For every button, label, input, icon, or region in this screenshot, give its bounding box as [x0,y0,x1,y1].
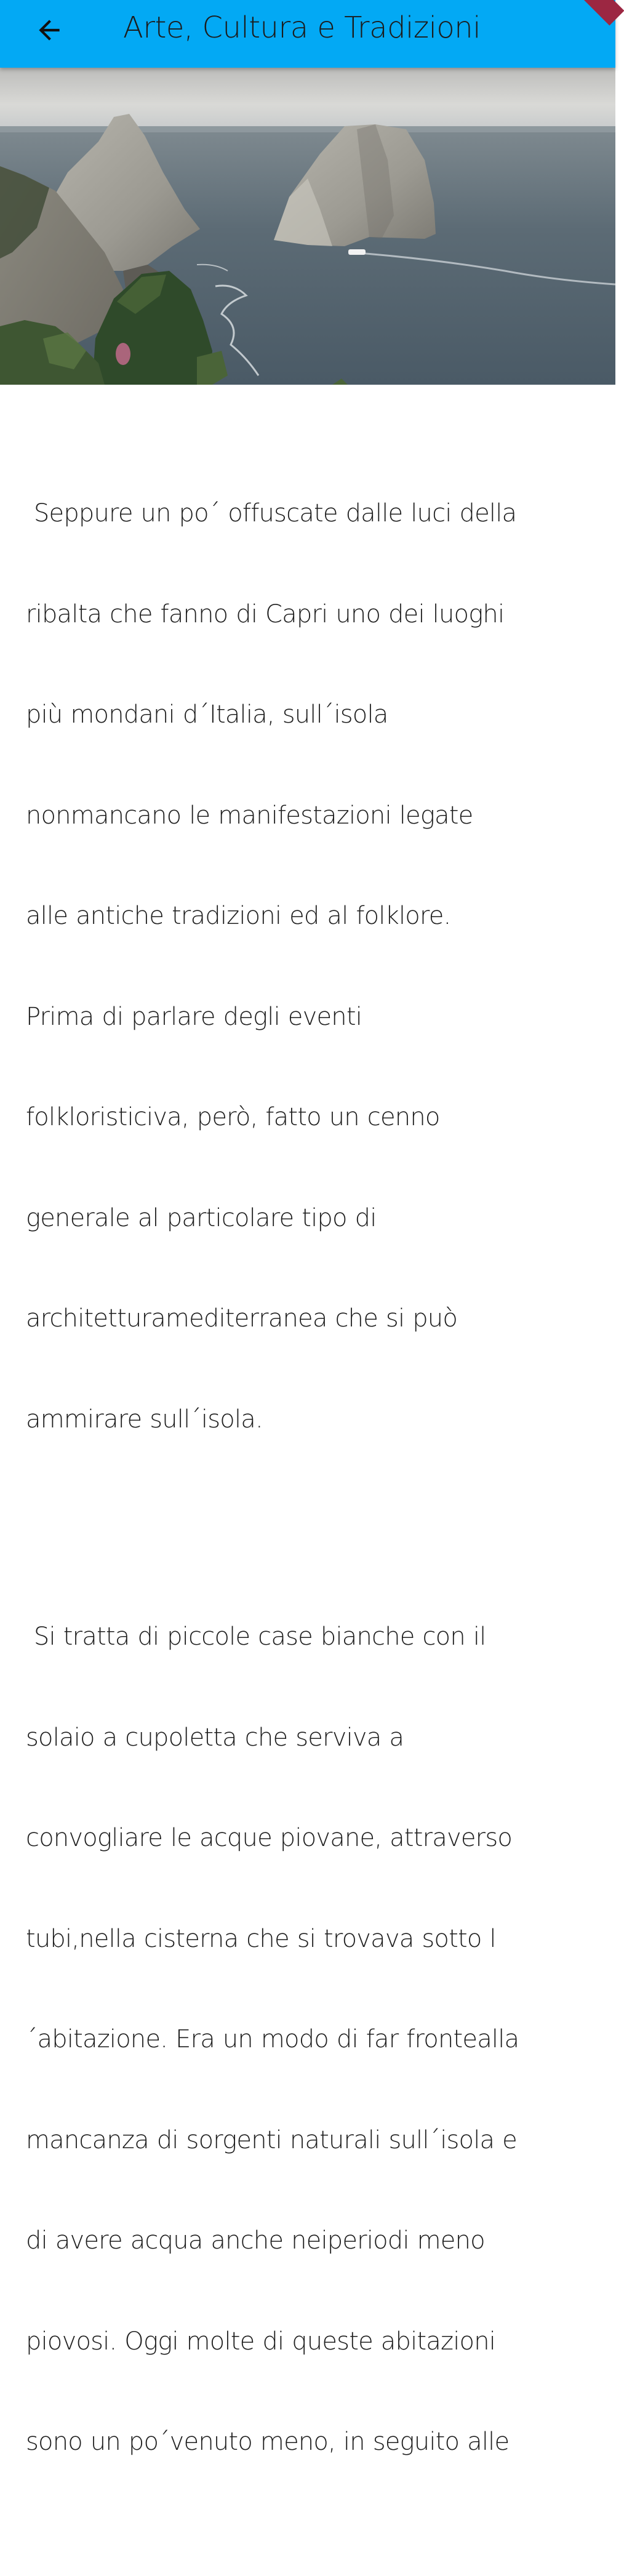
arrow-back-icon [34,15,65,46]
text-line: generale al particolare tipo di [26,1203,377,1232]
text-line: piovosi. Oggi molte di queste abitazioni [26,2327,496,2356]
page-title: Arte, Cultura e Tradizioni [123,10,481,45]
text-line: Seppure un po´ offuscate dalle luci della [26,499,517,528]
app-bar [0,0,615,68]
text-line: solaio a cupoletta che serviva a [26,1723,404,1752]
text-line: folkloristiciva, però, fatto un cenno [26,1103,440,1131]
text-line: nonmancano le manifestazioni legate [26,801,473,830]
text-line: architetturamediterranea che si può [26,1304,458,1333]
article-paragraph [26,430,592,1503]
text-line: mancanza di sorgenti naturali sull´isola e [26,2125,517,2154]
text-line: Si tratta di piccole case bianche con il [26,1623,486,1651]
debug-banner [578,0,615,37]
text-line: ammirare sull´isola. [26,1405,263,1434]
back-button[interactable] [27,8,71,52]
text-line: ´abitazione. Era un modo di far frontealla [26,2025,519,2053]
text-line: di avere acqua anche neiperiodi meno [26,2226,485,2255]
text-line: tubi,nella cisterna che si trovava sotto l [26,1924,496,1953]
text-line: convogliare le acque piovane, attraverso [26,1824,513,1852]
article-body [26,430,592,2576]
faraglioni-illustration [0,68,615,385]
hero-image [0,68,615,385]
text-line: alle antiche tradizioni ed al folklore. [26,902,451,930]
text-line: ribalta che fanno di Capri uno dei luoghi [26,600,505,628]
article-paragraph [26,1553,592,2526]
text-line: più mondani d´Italia, sull´isola [26,700,388,729]
text-line: sono un po´venuto meno, in seguito alle [26,2428,510,2456]
text-line: Prima di parlare degli eventi [26,1002,362,1031]
